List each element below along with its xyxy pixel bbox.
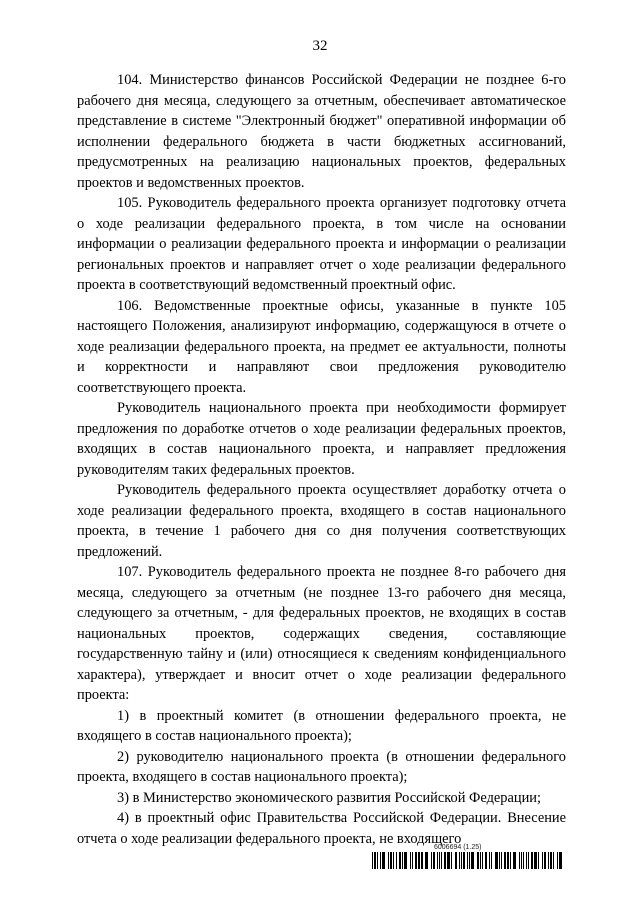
barcode-bar: [459, 852, 460, 869]
paragraph-105: 105. Руководитель федерального проекта организует подготовку отчета о ходе реализации федерального проекта, в том числе на основании информации о реализации федерального проекта и информации о реализации региональных проектов и направляет отчет о ходе реализации федерального проекта в соответствующий ведомственный проектный офис.: [77, 195, 566, 293]
barcode-bar: [447, 852, 450, 869]
barcode-bar: [510, 852, 511, 869]
barcode-bar: [421, 852, 422, 869]
barcode-bar: [415, 852, 417, 869]
barcode-bar: [425, 852, 428, 869]
barcode-bar: [393, 852, 394, 869]
barcode-bar: [526, 852, 527, 869]
barcode-bar: [418, 852, 420, 869]
barcode-bar: [491, 852, 492, 869]
barcode-bar: [542, 852, 543, 869]
barcode-bar: [504, 852, 506, 869]
barcode-bar: [377, 852, 378, 869]
barcode-bar: [437, 852, 438, 869]
barcode-bar: [548, 852, 549, 869]
barcode-bar: [477, 852, 479, 869]
barcode-bar: [441, 852, 442, 869]
list-item-2: 2) руководителю национального проекта (в отношении федерального проекта, входящего в состав национального проекта);: [77, 748, 566, 785]
barcode-bar: [380, 852, 381, 869]
barcode-bar: [521, 852, 522, 869]
barcode-bar: [513, 852, 516, 869]
barcode-bar: [523, 852, 525, 869]
barcode-bar: [489, 852, 490, 869]
barcode-bar: [557, 852, 558, 869]
barcode-bar: [482, 852, 483, 869]
document-body: [77, 70, 566, 849]
barcode-bar: [399, 852, 401, 869]
barcode-bar: [455, 852, 457, 869]
barcode-bar: [372, 852, 373, 869]
paragraph-104: 104. Министерство финансов Российской Федерации не позднее 6-го рабочего дня месяца, следующего за отчетным, обеспечивает автоматическое представление в системе "Электронный бюджет" оперативной информации об исполнении федерального бюджета в части бюджетных ассигнований, предусмотренных на реализацию национальных проектов, федеральных проектов и ведомственных проектов.: [77, 72, 566, 191]
barcode-bar: [404, 852, 407, 869]
paragraph-federal-project-leader: Руководитель федерального проекта осуществляет доработку отчета о ходе реализации федерального проекта, входящего в состав национального проекта, в течение 1 рабочего дня со дня получения соответствующих предложений.: [77, 482, 566, 560]
barcode-bar: [388, 852, 389, 869]
barcode-bar: [382, 852, 385, 869]
list-item-1: 1) в проектный комитет (в отношении федерального проекта, не входящего в состав национального проекта);: [77, 707, 566, 744]
barcode-bar: [501, 852, 502, 869]
barcode-bar: [396, 852, 397, 869]
barcode-bar: [550, 852, 552, 869]
paragraph-national-project-leader: Руководитель национального проекта при необходимости формирует предложения по доработке отчетов о ходе реализации федеральных проектов, входящих в состав национального проекта, и направляет предложения руководителям таких федеральных проектов.: [77, 400, 566, 478]
paragraph-107: 107. Руководитель федерального проекта не позднее 8-го рабочего дня месяца, следующего за отчетным (не позднее 13-го рабочего дня месяца, следующего за отчетным, - для федеральных проектов, не входящих в состав национальных проектов, содержащих сведения, составляющие государственную тайну и (или) относящиеся к сведениям конфиденциального характера), утверждает и вносит отчет о ходе реализации федерального проекта:: [77, 564, 566, 703]
barcode-bar: [463, 852, 465, 869]
barcode-bar: [451, 852, 452, 869]
list-item-4: 4) в проектный офис Правительства Российской Федерации. Внесение отчета о ходе реализации федерального проекта, не входящего: [77, 810, 566, 847]
barcode-bar: [439, 852, 440, 869]
barcode-bar: [485, 852, 487, 869]
barcode-bar: [534, 852, 537, 869]
barcode-bar: [433, 852, 435, 869]
barcode-bar: [480, 852, 481, 869]
barcode-bar: [471, 852, 474, 869]
barcode-bar: [390, 852, 392, 869]
barcode-bar: [495, 852, 498, 869]
barcode: [372, 852, 564, 869]
barcode-bar: [553, 852, 554, 869]
barcode-bar: [402, 852, 403, 869]
barcode-bar: [444, 852, 446, 869]
paragraph-106: 106. Ведомственные проектные офисы, указанные в пункте 105 настоящего Положения, анализируют информацию, содержащуюся в отчете о ходе реализации федерального проекта, на предмет ее актуальности, полноты и корректности и направляют свои предложения руководителю соответствующего проекта.: [77, 297, 566, 396]
barcode-bar: [410, 852, 411, 869]
page-number: 32: [312, 38, 328, 54]
barcode-bar: [544, 852, 546, 869]
barcode-bar: [374, 852, 376, 869]
barcode-bar: [507, 852, 509, 869]
barcode-bar: [519, 852, 520, 869]
barcode-bar: [528, 852, 529, 869]
document-code: 6006694 (1.25): [434, 844, 482, 851]
barcode-bar: [422, 852, 423, 869]
barcode-bar: [412, 852, 413, 869]
barcode-bar: [559, 852, 562, 869]
barcode-bar: [538, 852, 539, 869]
barcode-bar: [499, 852, 500, 869]
barcode-bar: [469, 852, 470, 869]
barcode-bar: [467, 852, 468, 869]
barcode-bar: [431, 852, 432, 869]
barcode-bar: [461, 852, 462, 869]
list-item-3: 3) в Министерство экономического развития Российской Федерации;: [117, 789, 541, 806]
barcode-bar: [531, 852, 533, 869]
